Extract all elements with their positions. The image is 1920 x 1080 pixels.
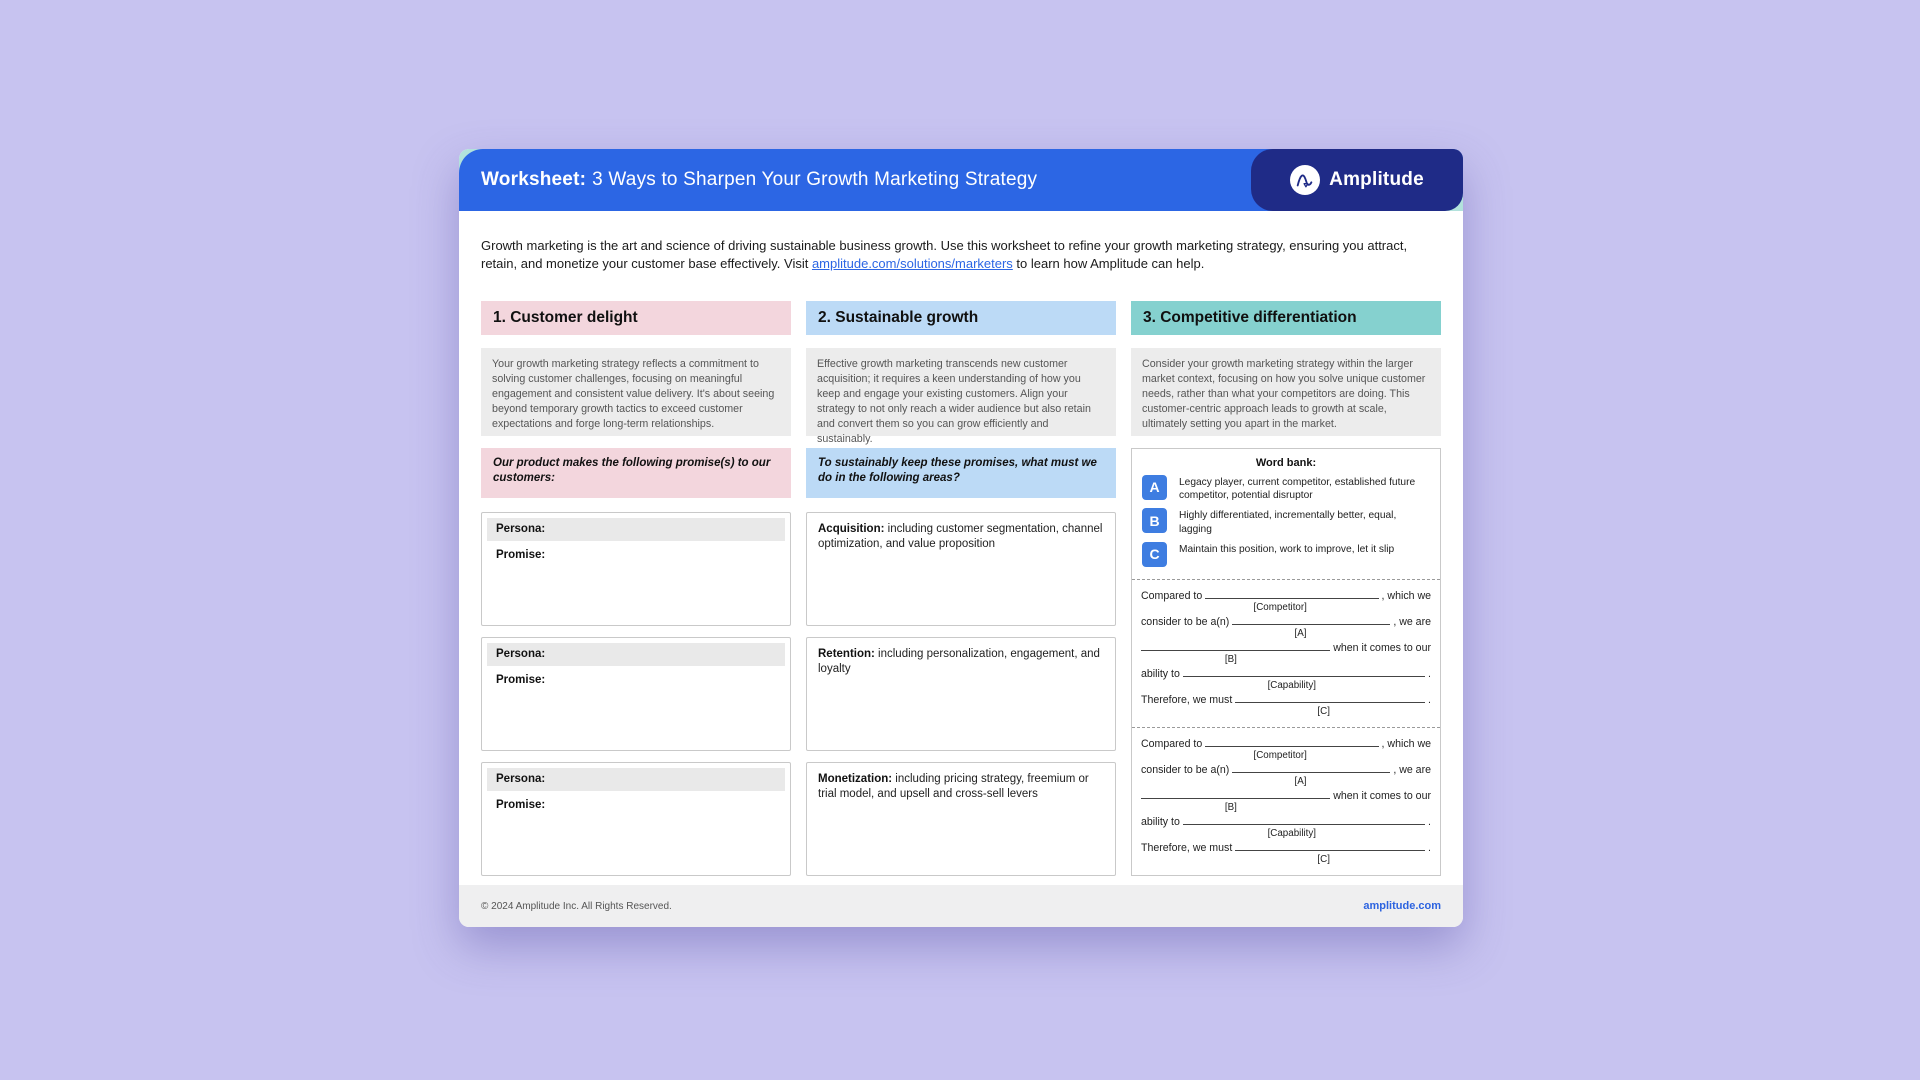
word-bank-text-b: Highly differentiated, incrementally better, equal, lagging	[1179, 510, 1397, 535]
word-bank-text-c: Maintain this position, work to improve, let it slip	[1179, 543, 1395, 555]
header	[459, 149, 1463, 211]
column-1-prompt: Our product makes the following promise(s) to our customers:	[481, 448, 791, 498]
footer	[459, 885, 1463, 927]
fill-text: when it comes to our	[1333, 789, 1431, 802]
fill-text: , we are	[1393, 763, 1431, 776]
column-2-description: Effective growth marketing transcends new customer acquisition; it requires a keen understanding of how you keep and engage your existing customers. Align your strategy to not only reach a wider audience but also retain and convert them so you can grow efficiently and sustainably.	[806, 348, 1116, 436]
retention-text: including personalization, engagement, and loyalty	[818, 647, 1100, 676]
fill-blank-a	[1232, 615, 1390, 625]
fill-label-a: [A]	[1294, 628, 1307, 640]
fill-text: Compared to	[1141, 737, 1203, 750]
persona-label: Persona:	[487, 518, 785, 541]
intro-before-link: Growth marketing is the art and science of driving sustainable business growth. Use this worksheet to refine your growth marketing strategy, ensuring you attract, retain, and monetize your customer base effectively. Visit	[481, 238, 1408, 271]
brand-logo	[1251, 149, 1463, 211]
fill-blank-b	[1141, 641, 1330, 651]
retention-label: Retention:	[818, 647, 875, 660]
word-bank-title: Word bank:	[1255, 456, 1317, 469]
promise-label: Promise:	[496, 673, 546, 686]
fill-text: ability to	[1141, 815, 1180, 828]
column-competitive-differentiation	[1131, 301, 1441, 876]
fill-text: .	[1428, 693, 1431, 706]
fill-section-2	[1132, 728, 1440, 875]
fill-text: , which we	[1381, 737, 1431, 750]
fill-label-capability: [Capability]	[1267, 828, 1317, 840]
fill-label-b: [B]	[1224, 654, 1237, 666]
fill-label-competitor: [Competitor]	[1253, 750, 1307, 762]
fill-blank-competitor	[1205, 737, 1378, 747]
word-bank-item-b	[1142, 508, 1430, 536]
fill-blank-competitor	[1205, 589, 1378, 599]
letter-badge-a: A	[1142, 475, 1167, 500]
column-2-prompt: To sustainably keep these promises, what must we do in the following areas?	[806, 448, 1116, 498]
fill-label-capability: [Capability]	[1267, 680, 1317, 692]
fill-blank-b	[1141, 789, 1330, 799]
fill-text: consider to be a(n)	[1141, 763, 1230, 776]
acquisition-card	[806, 512, 1116, 626]
letter-badge-c: C	[1142, 542, 1167, 567]
word-bank-item-c	[1142, 542, 1430, 567]
monetization-text: including pricing strategy, freemium or trial model, and upsell and cross-sell levers	[818, 772, 1089, 801]
column-sustainable-growth	[806, 301, 1116, 876]
column-2-header: 2. Sustainable growth	[806, 301, 1116, 335]
word-bank-text-a: Legacy player, current competitor, established future competitor, potential disruptor	[1179, 476, 1416, 502]
fill-label-a: [A]	[1294, 776, 1307, 788]
fill-section-1	[1132, 580, 1440, 727]
fill-text: Compared to	[1141, 589, 1203, 602]
acquisition-label: Acquisition:	[818, 522, 885, 535]
acquisition-text: including customer segmentation, channel optimization, and value proposition	[818, 522, 1103, 551]
content-area	[459, 237, 1463, 876]
column-3-header: 3. Competitive differentiation	[1131, 301, 1441, 335]
footer-site-link[interactable]: amplitude.com	[1363, 900, 1441, 912]
fill-text: , which we	[1381, 589, 1431, 602]
monetization-label: Monetization:	[818, 772, 893, 785]
copyright-text: © 2024 Amplitude Inc. All Rights Reserved.	[481, 900, 672, 912]
fill-blank-c	[1235, 841, 1425, 851]
persona-card-3	[481, 762, 791, 876]
fill-text: .	[1428, 815, 1431, 828]
fill-text: ability to	[1141, 667, 1180, 680]
fill-label-b: [B]	[1224, 802, 1237, 814]
area-cards	[806, 512, 1116, 876]
fill-label-c: [C]	[1317, 854, 1330, 866]
fill-text: .	[1428, 841, 1431, 854]
persona-card-1	[481, 512, 791, 626]
column-1-header: 1. Customer delight	[481, 301, 791, 335]
columns-row	[481, 301, 1441, 876]
fill-text: , we are	[1393, 615, 1431, 628]
fill-text: Therefore, we must	[1141, 841, 1233, 854]
promise-label: Promise:	[496, 548, 546, 561]
fill-text: .	[1428, 667, 1431, 680]
promise-label: Promise:	[496, 798, 546, 811]
brand-name: Amplitude	[1329, 169, 1424, 190]
retention-card	[806, 637, 1116, 751]
persona-label: Persona:	[487, 643, 785, 666]
fill-text: when it comes to our	[1333, 641, 1431, 654]
persona-label: Persona:	[487, 768, 785, 791]
letter-badge-b: B	[1142, 508, 1167, 533]
fill-text: Therefore, we must	[1141, 693, 1233, 706]
column-customer-delight	[481, 301, 791, 876]
persona-card-2	[481, 637, 791, 751]
page-title-prefix: Worksheet:	[481, 169, 587, 190]
fill-blank-capability	[1183, 815, 1425, 825]
fill-label-competitor: [Competitor]	[1253, 602, 1307, 614]
competitive-worksheet-box	[1131, 448, 1441, 876]
page-title	[481, 149, 1037, 211]
word-bank-item-a	[1142, 475, 1430, 503]
persona-cards	[481, 512, 791, 876]
word-bank	[1132, 449, 1440, 579]
intro-text	[481, 237, 1441, 273]
intro-after-link: to learn how Amplitude can help.	[1012, 255, 1205, 271]
worksheet-page	[459, 149, 1463, 927]
fill-blank-a	[1232, 763, 1390, 773]
monetization-card	[806, 762, 1116, 876]
fill-blank-capability	[1183, 667, 1425, 677]
amplitude-icon	[1290, 165, 1320, 195]
fill-label-c: [C]	[1317, 706, 1330, 718]
column-1-description: Your growth marketing strategy reflects a commitment to solving customer challenges, focusing on meaningful engagement and consistent value delivery. It's about seeing beyond temporary growth tactics to exceed customer expectations and forge long-term relationships.	[481, 348, 791, 436]
intro-link[interactable]: amplitude.com/solutions/marketers	[811, 255, 1013, 271]
fill-blank-c	[1235, 693, 1425, 703]
column-3-description: Consider your growth marketing strategy within the larger market context, focusing on how you solve unique customer needs, rather than what your competitors are doing. This customer-centric approach leads to growth at scale, ultimately setting you apart in the market.	[1131, 348, 1441, 436]
page-title-text: 3 Ways to Sharpen Your Growth Marketing Strategy	[592, 169, 1038, 190]
fill-text: consider to be a(n)	[1141, 615, 1230, 628]
